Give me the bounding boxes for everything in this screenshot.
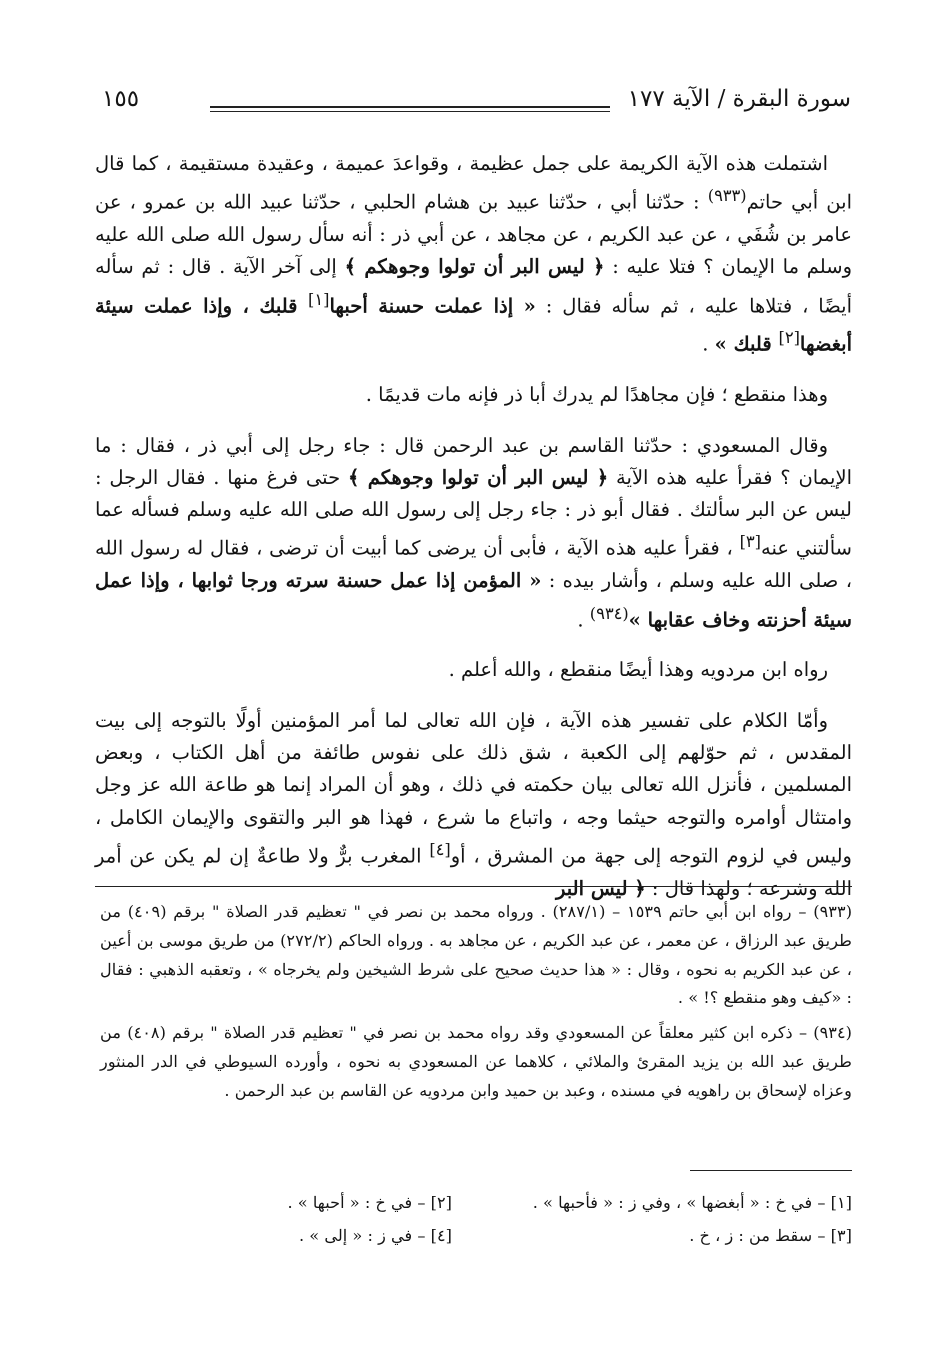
text-run: . — [702, 332, 715, 356]
running-header — [100, 84, 851, 124]
variant-note-2: [٢] – في خ : « أحبها » . — [287, 1193, 452, 1212]
text-run: ، فقرأ عليه هذه الآية ، فأبى أن يرضى كما أبيت أن ترضى ، فقال له رسول الله ، صلى الله عليه وسلم ، وأشار بيده : — [95, 536, 852, 593]
footnote-separator — [95, 886, 852, 887]
variant-note-3: [٣] – سقط من : ز ، خ . — [689, 1226, 852, 1245]
text-run: رواه ابن مردويه وهذا أيضًا منقطع ، والله أعلم . — [448, 658, 828, 682]
text-run: اشتملت هذه الآية الكريمة على جمل عظيمة ، وقواعدَ عميمة ، وعقيدة مستقيمة ، كما قال ابن أبي حاتم — [95, 152, 852, 214]
variant-row — [100, 1219, 852, 1252]
paragraph — [95, 148, 852, 361]
note-reference: (٩٣٤) — [589, 603, 629, 623]
text-run: . — [577, 608, 590, 632]
quoted-text: « المؤمن إذا عمل حسنة سرته ورجا ثوابها ، وإذا عمل سيئة أحزنته وخاف عقابها » — [95, 569, 852, 632]
variant-notes — [100, 1186, 852, 1252]
variant-row — [100, 1186, 852, 1219]
quoted-text: ﴿ ليس البر أن تولوا وجوهكم ﴾ — [347, 465, 609, 489]
text-run: وأمّا الكلام على تفسير هذه الآية ، فإن الله تعالى لما أمر المؤمنين أولًا بالتوجه إلى بيت المقدس ، ثم حوّلهم إلى الكعبة ، شق ذلك على نفوس طائفة من أهل الكتاب ، وبعض المسلمين ، فأنزل الله تعالى بيان حكمته في ذلك ، وهو أن المراد إنما هو طاعة الله عز وجل وامتثال أوامره والتوجه حيثما وجه ، واتباع ما شرع ، فهذا هو البر والتقوى والإيمان الكامل ، وليس في لزوم التوجه إلى جهة من المشرق ، أو — [95, 708, 852, 868]
paragraph — [95, 379, 852, 411]
paragraph — [95, 654, 852, 686]
page-number: ١٥٥ — [102, 86, 140, 112]
paragraph — [95, 430, 852, 637]
text-run: وقال المسعودي : حدّثنا القاسم بن عبد الرحمن قال : جاء رجل إلى أبي ذر ، فقال : ما الإيمان ؟ فقرأ عليه هذه الآية — [95, 433, 852, 489]
footnote-934: (٩٣٤) – ذكره ابن كثير معلقاً عن المسعودي وقد رواه محمد بن نصر في " تعظيم قدر الصلاة " برقم (٤٠٨) من طريق عبد الله بن يزيد المقرئ والملائي ، كلاهما عن المسعودي به نحوه ، وأورده السيوطي في الدر المنثور وعزاه لإسحاق بن راهويه في مسنده ، وعبد بن حميد وابن مردويه عن القاسم بن عبد الرحمن . — [100, 1023, 852, 1100]
header-rule-thin — [210, 111, 610, 112]
note-reference: [٣] — [739, 532, 761, 552]
text-run: وهذا منقطع ؛ فإن مجاهدًا لم يدرك أبا ذر فإنه مات قديمًا . — [365, 383, 828, 407]
main-text — [95, 148, 852, 923]
footnote-933: (٩٣٣) – رواه ابن أبي حاتم ١٥٣٩ – (٢٨٧/١) . ورواه محمد بن نصر في " تعظيم قدر الصلاة " برقم (٤٠٩) من طريق عبد الرزاق ، عن معمر ، عن عبد الكريم ، عن مجاهد به . ورواه الحاكم (٢٧٢/٢) من طريق موسى بن أعين ، عن عبد الكريم به نحوه ، وقال : « هذا حديث صحيح على شرط الشيخين ولم يخرجاه » ، وتعقبه الذهبي : فقال : «كيف وهو منقطع ؟! » . — [100, 902, 853, 1008]
quoted-text: ﴿ ليس البر — [556, 876, 646, 900]
quoted-text: ﴿ ليس البر أن تولوا وجوهكم ﴾ — [344, 255, 605, 279]
variant-note-1: [١] – في خ : « أبغضها » ، وفي ز : « فأحبها » . — [532, 1193, 852, 1212]
note-reference: (٩٣٣) — [707, 186, 747, 206]
quoted-text: « إذا عملت حسنة أحبها — [329, 294, 536, 318]
text-run: : حدّثنا أبي ، حدّثنا عبيد بن هشام الحلبي ، حدّثنا عبيد الله بن عمرو ، عن عامر بن شُفَي ، عن عبد الكريم ، عن مجاهد ، عن أبي ذر : أنه سأل رسول الله صلى الله عليه وسلم ما الإيمان ؟ فتلا عليه : — [95, 190, 852, 279]
quoted-text: قلبك » — [714, 332, 779, 356]
text-run: إلى آخر الآية . قال : ثم سأله أيضًا ، فتلاها عليه ، ثم سأله فقال : — [95, 255, 853, 318]
variant-note-4: [٤] – في ز : « إلى » . — [299, 1226, 452, 1245]
footnotes — [100, 898, 852, 1112]
text-run: حتى فرغ منها . فقال الرجل : ليس عن البر سألتك . فقال أبو ذر : جاء رجل إلى رسول الله صلى الله عليه وسلم فسأله عما سألتني عنه — [95, 465, 852, 560]
note-reference: [١] — [308, 289, 330, 309]
header-rule — [210, 106, 610, 108]
note-reference: [٢] — [778, 328, 800, 348]
quoted-text: قلبك ، وإذا عملت سيئة أبغضها — [95, 294, 852, 356]
text-run: المغرب برٌّ ولا طاعةٌ إن لم يكن عن أمر الله وشرعه ؛ ولهذا قال : — [95, 844, 852, 900]
note-reference: [٤] — [429, 839, 451, 859]
paragraph — [95, 705, 852, 905]
variant-notes-separator — [690, 1170, 852, 1171]
surah-title: سورة البقرة / الآية ١٧٧ — [627, 86, 851, 112]
